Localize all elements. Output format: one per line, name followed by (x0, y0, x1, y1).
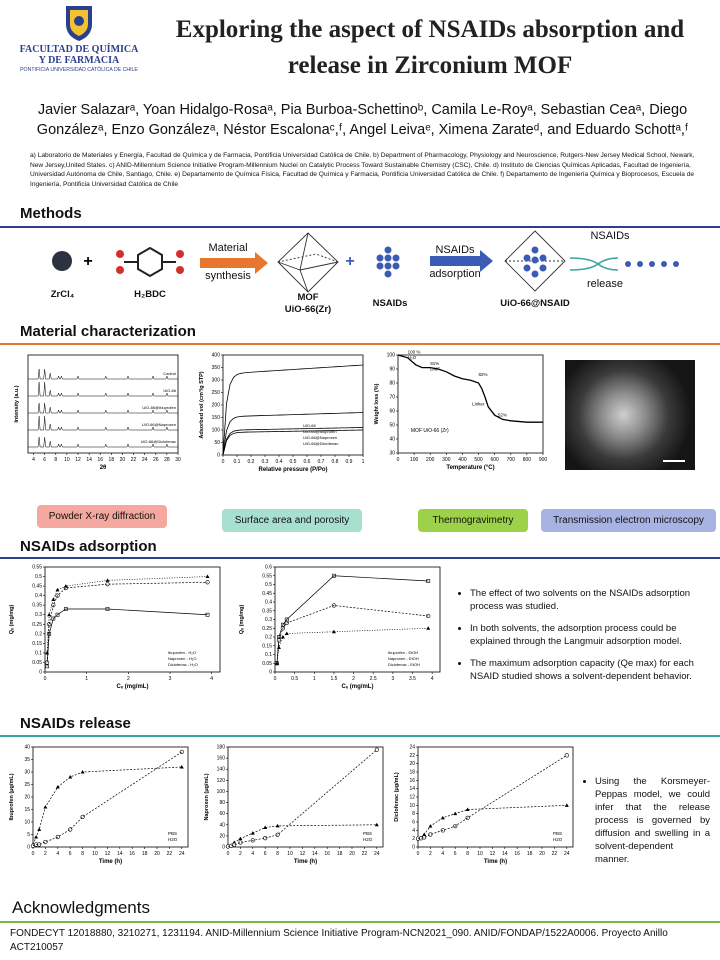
methods-heading: Methods (20, 205, 82, 222)
x-tick-label: 14 (117, 851, 123, 857)
y-tick-label: 0.05 (32, 659, 42, 666)
crest-icon (64, 4, 94, 42)
xrd-chart (10, 350, 185, 470)
plot-frame (228, 747, 383, 847)
tga-legend: MOF UiO-66 (Zr) (410, 428, 449, 434)
x-tick-label: 100 (409, 457, 419, 463)
y-tick-label: 0.55 (262, 573, 272, 580)
ack-heading: Acknowledgments (12, 898, 150, 917)
release-line (228, 750, 377, 847)
x-tick-label: 30 (175, 457, 181, 463)
tga-annotation: 100 % (407, 350, 421, 355)
x-tick-label: 3 (168, 676, 172, 682)
x-tick-label: 2 (429, 851, 432, 857)
x-tick-label: 28 (164, 457, 170, 463)
release-legend: H2O (363, 837, 373, 842)
adsorption-legend: Naproxen - EtOH (388, 656, 419, 661)
y-tick-label: 40 (24, 744, 30, 751)
x-tick-label: 200 (426, 457, 435, 463)
y-tick-label: 16 (409, 777, 415, 784)
y-tick-label: 90 (389, 366, 395, 373)
release-diclofenac-chart (390, 742, 580, 870)
release-legend: H2O (553, 837, 563, 842)
x-tick-label: 4 (210, 676, 214, 682)
ack-divider (0, 921, 720, 923)
xrd-trace (28, 382, 178, 396)
y-tick-label: 50 (214, 440, 220, 446)
x-tick-label: 2 (126, 676, 130, 682)
y-tick-label: 150 (211, 415, 220, 421)
x-tick-label: 2 (239, 851, 242, 857)
y-tick-label: 20 (219, 833, 225, 840)
nsaids-cluster (377, 247, 400, 278)
x-tick-label: 4 (56, 851, 60, 857)
synthesis-label: synthesis (205, 270, 251, 282)
logo-line3: PONTIFICIA UNIVERSIDAD CATÓLICA DE CHILE (20, 67, 138, 73)
adsorption-etoh-chart (235, 562, 450, 700)
x-tick-label: 8 (276, 851, 279, 857)
y-axis-label: Naproxen (μg/mL) (204, 773, 210, 821)
y-tick-label: 100 (386, 352, 395, 359)
x-tick-label: 0 (31, 851, 35, 857)
y-tick-label: 0.25 (32, 621, 42, 628)
tga-curve (398, 355, 543, 422)
poster-title: Exploring the aspect of NSAIDs absorption and release in Zirconium MOF (175, 16, 685, 79)
release-line (33, 752, 182, 846)
x-tick-label: 0.4 (275, 459, 283, 465)
isotherm-line (223, 365, 363, 455)
x-tick-label: 1 (312, 676, 316, 682)
data-point (56, 588, 60, 592)
y-tick-label: 0.4 (265, 599, 272, 606)
release-legend: PBS (168, 831, 178, 836)
release-line (418, 755, 567, 838)
y-tick-label: 140 (216, 766, 225, 773)
x-tick-label: 700 (506, 457, 515, 463)
plus-sign-2: + (345, 253, 355, 270)
y-tick-label: 40 (219, 822, 225, 829)
y-tick-label: 160 (216, 755, 225, 762)
zrcl4-sphere (52, 251, 72, 271)
y-tick-label: 180 (216, 744, 225, 751)
x-tick-label: 0 (396, 457, 400, 463)
y-tick-label: 0.5 (265, 582, 272, 588)
adsorption-legend: Diclofenac - H₂O (168, 662, 198, 667)
y-tick-label: 120 (216, 777, 225, 784)
y-tick-label: 0.45 (32, 583, 42, 590)
tga-annotation: 91% (430, 360, 440, 366)
released-dots (625, 261, 679, 267)
characterization-divider (0, 343, 720, 345)
y-tick-label: 0.25 (262, 625, 272, 632)
xrd-series-label: Control (163, 371, 176, 376)
x-tick-label: 0 (221, 459, 225, 465)
release-line (418, 805, 567, 838)
affiliations: a) Laboratorio de Materiales y Energía, Facultad de Química y de Farmacia, Pontificia Universidad Católica de Chile. b) Department of Pharmacology, Physiology and Neuroscience, Rutgers-New Jersey Medical School, Newark, New Jersey,United States. c) ANID-Millennium Science Initiative Program-Millennium Nuclei on Catalytic Process Toward Sustainable Chemistry (CSC), Chile. d) Instituto de Ciencias Químicas Aplicadas, Facultad de Ingeniería, Universidad Autónoma de Chile, Santiago, Chile. e) Departamento de Química Física, Facultad de Química y Farmacia, Pontificia Universidad Católica de Chile. f) Departamento de Ingeniería Química y Bioprocesos, Escuela de Ingeniería, Pontificia Universidad Católica de Chile (30, 152, 695, 188)
uio-label: UiO-66(Zr) (284, 304, 332, 315)
y-tick-label: 0.1 (35, 650, 42, 657)
x-axis-label: Time (h) (293, 859, 318, 865)
x-axis-label: Cₑ (mg/mL) (341, 684, 374, 690)
x-tick-label: 8 (54, 457, 58, 463)
y-tick-label: 2 (412, 836, 415, 843)
adsorption-heading: NSAIDs adsorption (20, 538, 157, 555)
y-tick-label: 20 (24, 794, 30, 801)
x-tick-label: 10 (64, 457, 70, 463)
bet-chart (195, 350, 370, 475)
x-tick-label: 4 (441, 851, 445, 857)
x-tick-label: 16 (129, 851, 135, 857)
x-tick-label: 1 (85, 676, 89, 682)
nsaids-label: NSAIDs (372, 298, 408, 309)
y-tick-label: 400 (211, 352, 220, 359)
x-tick-label: 900 (538, 457, 548, 463)
x-tick-label: 26 (152, 457, 159, 463)
release-legend: PBS (363, 831, 373, 836)
y-tick-label: 0.15 (262, 643, 272, 650)
y-tick-label: 250 (211, 390, 220, 396)
xrd-caption: Powder X-ray diffraction (37, 505, 167, 528)
tem-image (565, 360, 695, 470)
characterization-heading: Material characterization (20, 323, 196, 340)
x-tick-label: 14 (502, 851, 508, 857)
release-legend: PBS (553, 831, 563, 836)
x-tick-label: 2 (352, 676, 355, 682)
data-point (565, 803, 569, 807)
x-axis-label: Time (h) (483, 859, 508, 865)
x-tick-label: 20 (349, 851, 355, 857)
x-tick-label: 18 (141, 851, 148, 857)
bet-legend-label: UiO-66@Ibuprofen (303, 429, 337, 434)
x-tick-label: 500 (474, 457, 483, 463)
y-axis-label: Ibuprofen (μg/mL) (9, 773, 15, 821)
x-tick-label: 3.5 (409, 676, 416, 682)
y-tick-label: 5 (27, 832, 30, 838)
x-tick-label: 16 (324, 851, 330, 857)
y-tick-label: 30 (389, 450, 395, 457)
x-tick-label: 12 (75, 457, 81, 463)
release-divider (0, 735, 720, 737)
x-tick-label: 24 (179, 851, 185, 857)
y-axis-label: Diclofenac (μg/mL) (394, 772, 400, 822)
adsorption-bullet-2: • In both solvents, the adsorption process could be explained through the Langmuir adsorption model. (470, 622, 710, 648)
x-tick-label: 16 (514, 851, 520, 857)
y-tick-label: 0.05 (262, 660, 272, 667)
y-tick-label: 0.2 (35, 631, 42, 638)
y-tick-label: 0 (222, 844, 225, 851)
y-tick-label: 40 (389, 436, 395, 443)
y-tick-label: 6 (412, 819, 415, 826)
x-tick-label: 16 (97, 457, 104, 463)
x-tick-label: 8 (81, 851, 84, 857)
y-tick-label: 0.4 (35, 593, 42, 600)
x-tick-label: 24 (564, 851, 570, 857)
x-tick-label: 4 (32, 457, 35, 463)
y-axis-label: Intensity (a.u.) (14, 385, 20, 423)
x-axis-label: Time (h) (98, 859, 123, 865)
x-tick-label: 18 (336, 851, 343, 857)
mof-octahedron (278, 233, 338, 292)
adsorption-legend: Ibuprofen - H₂O (168, 650, 197, 655)
adsorption-bullets (470, 587, 710, 692)
y-tick-label: 14 (409, 786, 415, 793)
x-tick-label: 10 (92, 851, 98, 857)
data-point (232, 843, 236, 847)
y-tick-label: 0.5 (35, 574, 42, 581)
x-tick-label: 3 (391, 676, 395, 682)
x-tick-label: 20 (119, 457, 126, 463)
y-tick-label: 10 (409, 802, 415, 809)
data-point (206, 575, 210, 579)
tga-annotation: Linker (472, 401, 485, 407)
release-legend: H2O (168, 837, 178, 842)
nsaids-release-label: NSAIDs (590, 230, 630, 242)
y-tick-label: 0 (39, 669, 42, 676)
y-tick-label: 100 (216, 788, 225, 795)
x-tick-label: 0 (226, 851, 230, 857)
xrd-series-label: UiO-66@Naproxen (141, 422, 176, 427)
x-tick-label: 14 (312, 851, 318, 857)
plot-frame (418, 747, 573, 847)
x-tick-label: 8 (466, 851, 469, 857)
xrd-series-label: UiO-66@Diclofenac (140, 439, 176, 444)
adsorption-bullet-3: • The maximum adsorption capacity (Qe max) for each NSAID studied shows a solvent-dependent behavior. (470, 657, 710, 683)
x-tick-label: 0.9 (345, 459, 353, 465)
adsorption-label: adsorption (429, 268, 481, 280)
release-naproxen-chart (200, 742, 390, 870)
y-tick-label: 80 (219, 800, 225, 807)
y-axis-label: Adsorbed vol (cm³/g STP) (199, 371, 205, 439)
x-tick-label: 0.2 (247, 459, 255, 465)
x-tick-label: 800 (522, 457, 532, 463)
adsorption-fit-line (47, 577, 207, 653)
y-tick-label: 60 (389, 408, 395, 415)
y-tick-label: 18 (409, 769, 415, 776)
isotherm-line (223, 413, 363, 456)
plot-frame (33, 747, 188, 847)
tga-annotation: DMF (430, 366, 440, 372)
nsaids-adsorption-label: NSAIDs (435, 244, 475, 256)
y-tick-label: 0.55 (32, 564, 42, 571)
data-point (426, 626, 430, 630)
y-tick-label: 0.1 (265, 652, 272, 658)
y-tick-label: 0.35 (32, 602, 42, 609)
y-tick-label: 30 (24, 769, 30, 776)
x-tick-label: 18 (526, 851, 533, 857)
y-tick-label: 80 (389, 380, 395, 387)
y-tick-label: 12 (409, 794, 415, 801)
data-point (37, 828, 41, 832)
y-axis-label: Weight loss (%) (374, 383, 380, 425)
y-tick-label: 0 (217, 452, 220, 459)
y-tick-label: 0.35 (262, 608, 272, 615)
tga-annotation: H₂O (407, 355, 417, 361)
y-tick-label: 0.15 (32, 640, 42, 647)
y-tick-label: 24 (409, 744, 415, 751)
x-tick-label: 20 (539, 851, 545, 857)
zrcl4-label: ZrCl₄ (50, 289, 75, 300)
y-tick-label: 0.3 (35, 612, 42, 619)
x-tick-label: 400 (458, 457, 467, 463)
bet-legend-label: UiO-66@Diclofenac (303, 441, 339, 446)
x-tick-label: 0.6 (303, 459, 311, 465)
uionsaid-label: UiO-66@NSAID (500, 298, 570, 309)
h2bdc-molecule (116, 248, 184, 276)
plus-sign: + (83, 253, 93, 270)
x-tick-label: 12 (489, 851, 496, 857)
x-tick-label: 1.5 (330, 676, 338, 682)
plot-frame (223, 355, 363, 455)
x-tick-label: 20 (154, 851, 160, 857)
x-tick-label: 600 (490, 457, 499, 463)
logo-line1: FACULTAD DE QUÍMICA (19, 44, 139, 55)
xrd-trace (28, 369, 178, 379)
release-label: release (586, 278, 624, 290)
xrd-series-label: UiO-66@Ibuprofen (142, 405, 176, 410)
y-tick-label: 0.45 (262, 590, 272, 597)
data-point (180, 750, 184, 754)
x-axis-label: Relative pressure (P/Po) (258, 467, 328, 473)
y-tick-label: 8 (412, 811, 415, 818)
release-line (228, 825, 377, 847)
x-tick-label: 0 (416, 851, 420, 857)
bet-legend-label: UiO-66 (303, 423, 316, 428)
ack-text: FONDECYT 12018880, 3210271, 1231194. ANID-Millennium Science Initiative Program-NCN2021_090. ANID/FONDAP/1522A0006. Proyecto Anillo ACT210057 (10, 928, 668, 953)
y-tick-label: 0 (27, 844, 30, 851)
mof-label: MOF (297, 292, 319, 303)
y-tick-label: 22 (409, 752, 415, 759)
adsorption-legend: Naproxen - H₂O (168, 656, 197, 661)
release-bullet-1: • Using the Korsmeyer-Peppas model, we could infer that the release process is governed by diffusion and swelling in a solvent-dependent manner. (595, 775, 710, 866)
xrd-series-label: UiO-66 (163, 388, 176, 393)
x-tick-label: 12 (299, 851, 306, 857)
adsorption-bullet-1: • The effect of two solvents on the NSAIDs adsorption process was studied. (470, 587, 710, 613)
bet-legend-label: UiO-66@Naproxen (303, 435, 338, 440)
x-tick-label: 0 (43, 676, 47, 682)
x-tick-label: 22 (166, 851, 173, 857)
y-tick-label: 0 (269, 669, 272, 676)
x-tick-label: 10 (287, 851, 293, 857)
x-tick-label: 0.1 (233, 459, 241, 465)
data-point (44, 840, 48, 844)
h2bdc-label: H₂BDC (134, 289, 166, 300)
x-tick-label: 12 (104, 851, 111, 857)
x-tick-label: 300 (442, 457, 451, 463)
y-axis-label: Qₑ (mg/mg) (9, 604, 15, 635)
plot-frame (398, 355, 543, 453)
isotherm-line (223, 430, 363, 455)
y-tick-label: 300 (211, 377, 220, 384)
y-tick-label: 50 (389, 422, 395, 429)
y-tick-label: 25 (24, 782, 30, 788)
x-tick-label: 4 (430, 676, 434, 682)
x-tick-label: 2.5 (369, 676, 377, 682)
y-tick-label: 10 (24, 819, 30, 826)
x-tick-label: 22 (361, 851, 368, 857)
tem-scalebar (663, 460, 685, 462)
y-tick-label: 350 (211, 365, 220, 371)
y-tick-label: 35 (24, 757, 30, 763)
data-point (429, 833, 433, 837)
adsorption-h2o-chart (5, 562, 235, 700)
x-tick-label: 6 (453, 851, 457, 857)
x-tick-label: 22 (130, 457, 137, 463)
tga-caption: Thermogravimetry (418, 509, 528, 532)
x-axis-label: Temperature (°C) (446, 465, 495, 471)
x-tick-label: 2 (44, 851, 47, 857)
x-tick-label: 0.5 (289, 459, 297, 465)
release-arrows (570, 258, 618, 270)
logo-line2: Y DE FARMACIA (38, 55, 120, 66)
y-axis-label: Qₑ (mg/mg) (239, 604, 245, 635)
x-tick-label: 6 (263, 851, 267, 857)
material-label: Material (208, 242, 248, 254)
release-heading: NSAIDs release (20, 715, 131, 732)
x-tick-label: 0.7 (317, 459, 325, 465)
x-tick-label: 6 (43, 457, 47, 463)
x-tick-label: 0 (273, 676, 277, 682)
methods-scheme (0, 228, 720, 324)
tga-annotation: 82% (478, 372, 488, 377)
data-point (206, 580, 210, 584)
authors: Javier Salazarᵃ, Yoan Hidalgo-Rosaᵃ, Pia Burboa-Schettinoᵇ, Camila Le-Royᵃ, Sebastian Ceaᵃ, Diego Gonzálezᵃ, Enzo Gonzálezᵃ, Néstor Escalonaᶜ,ᶠ, Angel Leivaᵉ, Ximena Zarateᵈ, and Eduardo Schottᵃ,ᶠ (36, 102, 689, 138)
x-tick-label: 24 (141, 457, 148, 463)
x-tick-label: 0.8 (331, 459, 339, 465)
release-bullets (595, 775, 710, 875)
x-tick-label: 22 (551, 851, 558, 857)
data-point (281, 635, 285, 639)
adsorption-divider (0, 557, 720, 559)
release-line (33, 767, 182, 845)
adsorption-legend: Diclofenac - EtOH (388, 662, 421, 667)
data-point (277, 646, 281, 650)
tem-caption: Transmission electron microscopy (541, 509, 716, 532)
y-tick-label: 0.6 (265, 564, 272, 571)
university-logo (4, 4, 154, 84)
x-tick-label: 18 (108, 457, 115, 463)
x-tick-label: 10 (477, 851, 483, 857)
x-tick-label: 6 (68, 851, 72, 857)
x-tick-label: 0.3 (261, 459, 269, 465)
y-tick-label: 70 (389, 394, 395, 401)
tga-chart (370, 350, 550, 475)
x-axis-label: Cₑ (mg/mL) (116, 684, 149, 690)
x-tick-label: 4 (251, 851, 255, 857)
x-tick-label: 1 (361, 459, 365, 465)
y-tick-label: 0.2 (265, 634, 272, 641)
x-tick-label: 14 (86, 457, 92, 463)
y-tick-label: 0.3 (265, 617, 272, 623)
y-tick-label: 0 (412, 844, 415, 851)
y-tick-label: 100 (211, 427, 220, 434)
x-axis-label: 2θ (99, 465, 107, 470)
y-tick-label: 15 (24, 807, 30, 813)
x-tick-label: 0.5 (291, 676, 299, 682)
y-tick-label: 200 (211, 402, 220, 409)
y-tick-label: 20 (409, 761, 415, 768)
release-ibuprofen-chart (5, 742, 195, 870)
adsorption-legend: Ibuprofen - EtOH (388, 650, 419, 655)
y-tick-label: 4 (412, 827, 415, 834)
x-tick-label: 24 (374, 851, 380, 857)
y-tick-label: 60 (219, 811, 225, 818)
bet-caption: Surface area and porosity (222, 509, 362, 532)
tga-annotation: 52% (497, 412, 507, 418)
